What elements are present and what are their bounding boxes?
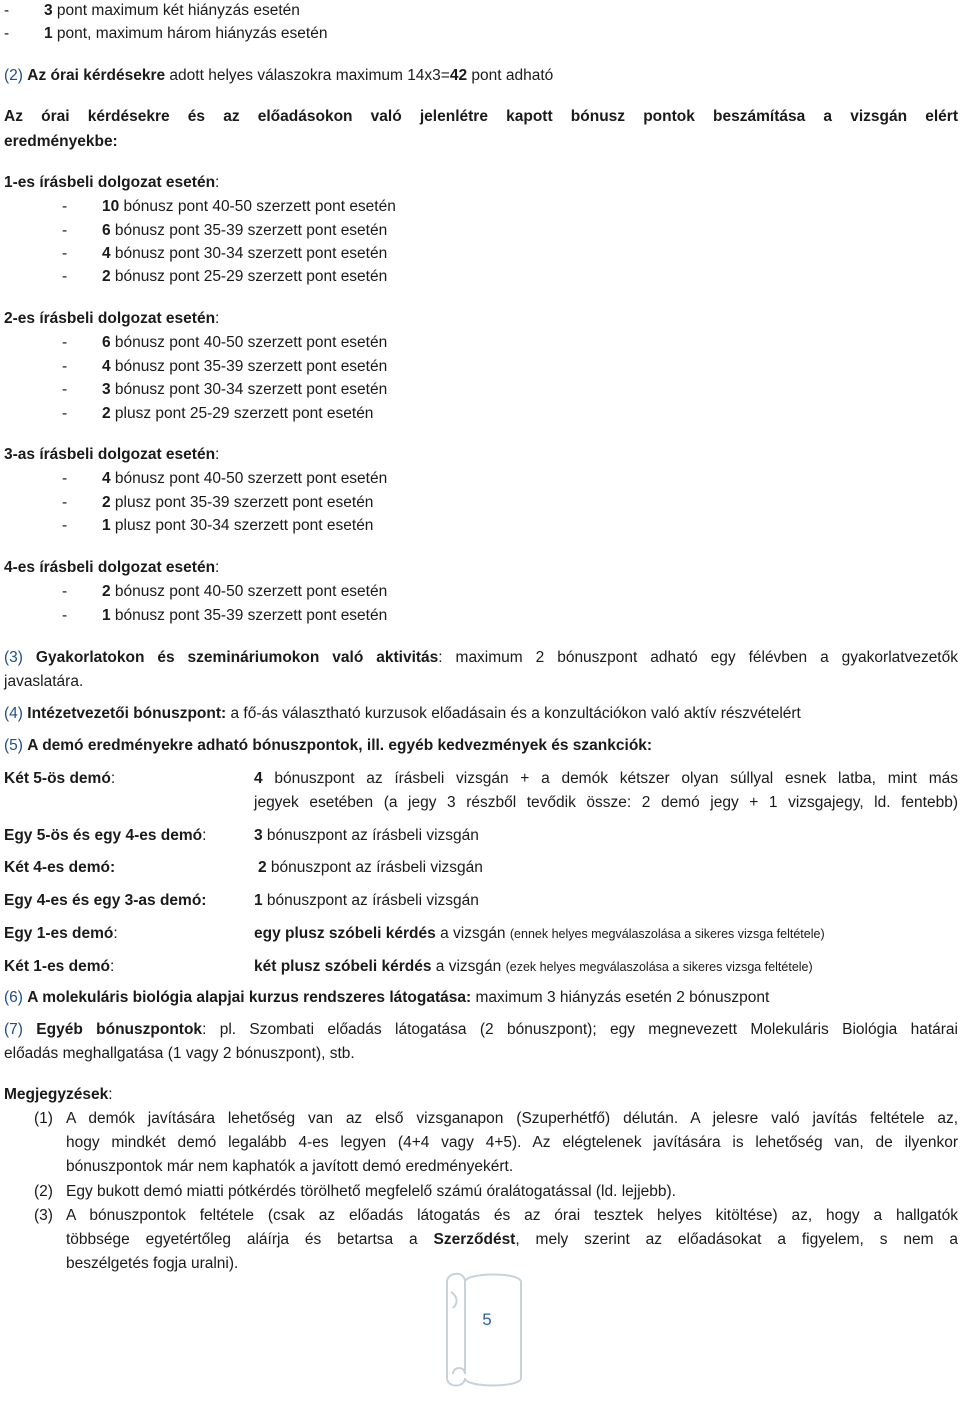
demo-label: Két 5-ös demó: [4, 770, 116, 787]
section-3: (3) Gyakorlatokon és szemináriumokon való aktivitás: maximum 2 bónuszpont adható egy félévben a gyakorlatvezetők [4, 649, 958, 666]
demo-desc: 2 bónuszpont az írásbeli vizsgán [258, 859, 483, 876]
note-line: hogy mindkét demó legalább 4-es legyen (4+4 vagy 4+5). Az elégtelenek javítására is lehetőség van, de ilyenkor [66, 1134, 958, 1151]
note-number: (3) [34, 1207, 53, 1224]
notes-heading: Megjegyzések: [4, 1086, 113, 1103]
note-line: A demók javítására lehetőség van az első vizsganapon (Szuperhétfő) délután. A jelesre való javítás feltétele az, [66, 1110, 958, 1127]
section-6: (6) A molekuláris biológia alapjai kurzus rendszeres látogatása: maximum 3 hiányzás esetén 2 bónuszpont [4, 989, 770, 1006]
group-item: - 2 bónusz pont 25-29 szerzett pont esetén [62, 268, 388, 285]
bonus-intro-line1: Az órai kérdésekre és az előadásokon való jelenlétre kapott bónusz pontok beszámítása a vizsgán elért [4, 108, 958, 125]
group-item: - 2 plusz pont 35-39 szerzett pont esetén [62, 494, 374, 511]
group-item: - 6 bónusz pont 35-39 szerzett pont esetén [62, 222, 388, 239]
section-7: (7) Egyéb bónuszpontok: pl. Szombati előadás látogatása (2 bónuszpont); egy megnevezett Molekuláris Biológia határai [4, 1021, 958, 1038]
group-heading: 2-es írásbeli dolgozat esetén: [4, 310, 220, 327]
group-item: - 4 bónusz pont 35-39 szerzett pont esetén [62, 358, 388, 375]
page-number: 5 [482, 1310, 492, 1329]
group-item: - 1 plusz pont 30-34 szerzett pont esetén [62, 517, 374, 534]
group-item: - 2 plusz pont 25-29 szerzett pont esetén [62, 405, 374, 422]
demo-desc-line2: jegyek esetében (a jegy 3 részből tevődik össze: 2 demó jegy + 1 vizsgajegy, ld. fentebb) [254, 794, 958, 811]
bullet-line: - 3 pont maximum két hiányzás esetén [4, 2, 300, 19]
note-number: (1) [34, 1110, 53, 1127]
demo-label: Egy 5-ös és egy 4-es demó: [4, 827, 207, 844]
group-item: - 1 bónusz pont 35-39 szerzett pont esetén [62, 607, 388, 624]
page-number-ornament [435, 1262, 530, 1392]
demo-label: Egy 1-es demó: [4, 925, 118, 942]
note-number: (2) [34, 1183, 53, 1200]
group-heading: 4-es írásbeli dolgozat esetén: [4, 559, 220, 576]
section-3-line2: javaslatára. [4, 673, 84, 690]
note-line: többsége egyetértőleg aláírja és betartsa a Szerződést, mely szerint az előadásokat a figyelem, s nem a [66, 1231, 958, 1248]
bonus-intro-line2: eredményekbe: [4, 133, 118, 150]
bullet-line: - 1 pont, maximum három hiányzás esetén [4, 25, 328, 42]
note-line: beszélgetés fogja uralni). [66, 1255, 239, 1272]
group-item: - 2 bónusz pont 40-50 szerzett pont esetén [62, 583, 388, 600]
group-item: - 10 bónusz pont 40-50 szerzett pont esetén [62, 198, 396, 215]
section-5: (5) A demó eredményekre adható bónuszpontok, ill. egyéb kedvezmények és szankciók: [4, 737, 653, 754]
demo-desc: két plusz szóbeli kérdés a vizsgán (ezek helyes megválaszolása a sikeres vizsga feltétele) [254, 958, 813, 975]
group-heading: 3-as írásbeli dolgozat esetén: [4, 446, 220, 463]
demo-label: Két 4-es demó: [4, 859, 116, 876]
group-item: - 6 bónusz pont 40-50 szerzett pont esetén [62, 334, 388, 351]
section-4: (4) Intézetvezetői bónuszpont: a fő-ás választható kurzusok előadásain és a konzultációkon való aktív részvételért [4, 705, 801, 722]
note-line: A bónuszpontok feltétele (csak az előadás látogatás és az órai tesztek helyes kitöltése) az, hogy a hallgatók [66, 1207, 958, 1224]
note-line: bónuszpontok már nem kaphatók a javított demó eredményekért. [66, 1158, 514, 1175]
note-line: Egy bukott demó miatti pótkérdés törölhető megfelelő számú óralátogatással (ld. lejjebb). [66, 1183, 676, 1200]
demo-desc: 3 bónuszpont az írásbeli vizsgán [254, 827, 479, 844]
section-7-line2: előadás meghallgatása (1 vagy 2 bónuszpont), stb. [4, 1045, 355, 1062]
group-heading: 1-es írásbeli dolgozat esetén: [4, 174, 220, 191]
demo-desc: 1 bónuszpont az írásbeli vizsgán [254, 892, 479, 909]
demo-desc: 4 bónuszpont az írásbeli vizsgán + a demók kétszer olyan súllyal esnek latba, mint más [254, 770, 958, 787]
demo-label: Két 1-es demó: [4, 958, 115, 975]
group-item: - 4 bónusz pont 40-50 szerzett pont esetén [62, 470, 388, 487]
group-item: - 3 bónusz pont 30-34 szerzett pont esetén [62, 381, 388, 398]
section-2: (2) Az órai kérdésekre adott helyes válaszokra maximum 14x3=42 pont adható [4, 67, 554, 84]
demo-label: Egy 4-es és egy 3-as demó: [4, 892, 207, 909]
demo-desc: egy plusz szóbeli kérdés a vizsgán (ennek helyes megválaszolása a sikeres vizsga feltétele) [254, 925, 825, 942]
group-item: - 4 bónusz pont 30-34 szerzett pont esetén [62, 245, 388, 262]
